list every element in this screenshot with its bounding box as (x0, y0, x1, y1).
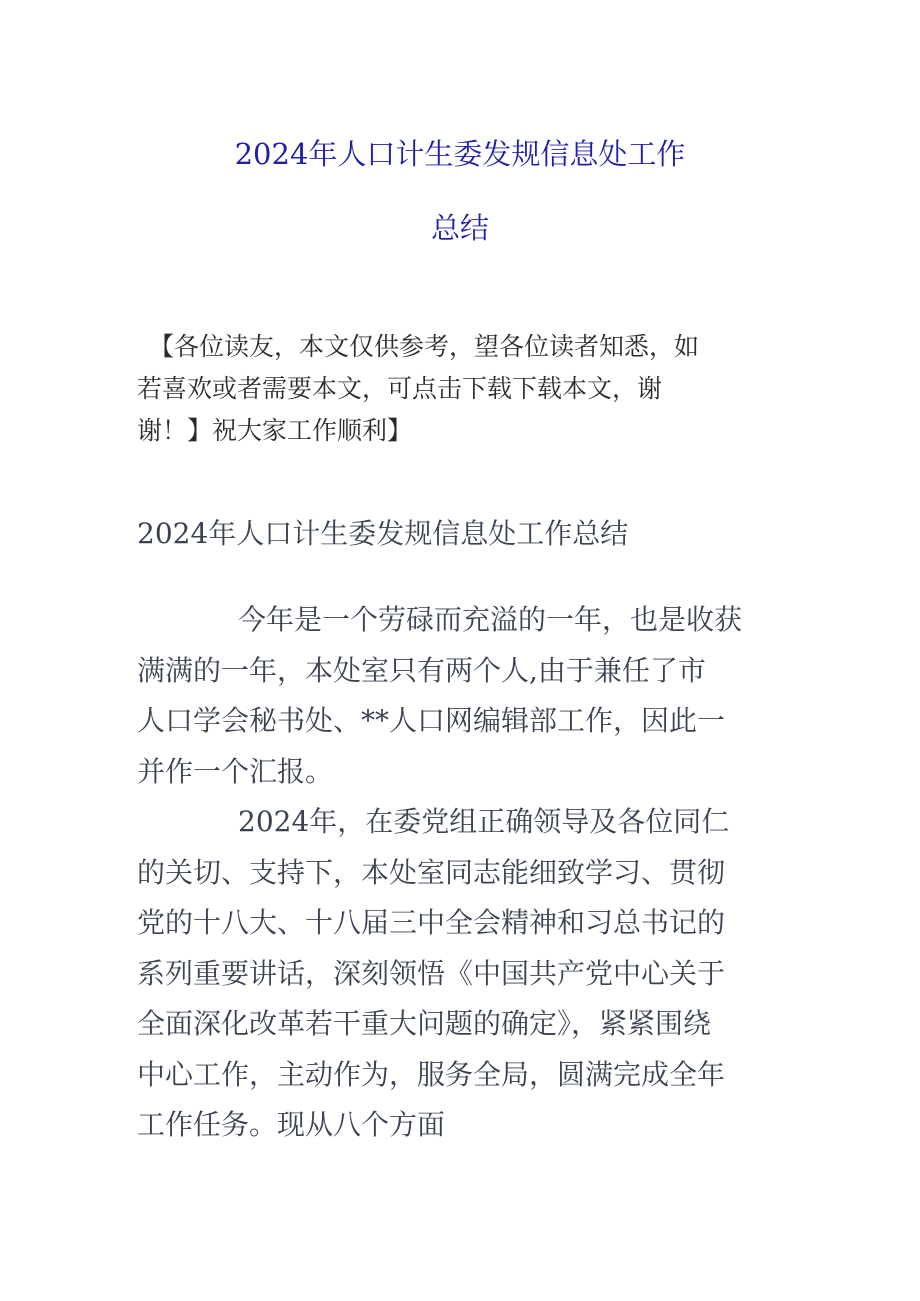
reader-notice-line: 谢！】祝大家工作顺利】 (137, 416, 413, 445)
paragraph-line: 的关切、支持下，本处室同志能细致学习、贯彻 (137, 855, 726, 889)
paragraph-line: 中心工作，主动作为，服务全局，圆满完成全年 (137, 1057, 726, 1091)
paragraph-line: 党的十八大、十八届三中全会精神和习总书记的 (137, 906, 726, 939)
paragraph-line: 今年是一个劳碌而充溢的一年，也是收获 (238, 603, 743, 636)
body-paragraph-1 (137, 595, 797, 797)
paragraph-line: 系列重要讲话，深刻领悟《中国共产党中心关于 (137, 956, 726, 990)
document-title-line-1: 2024年人口计生委发规信息处工作 (234, 137, 686, 171)
paragraph-line: 并作一个汇报。 (137, 754, 334, 788)
reader-notice (137, 326, 777, 452)
paragraph-line: 工作任务。现从八个方面 (137, 1108, 446, 1141)
paragraph-line: 全面深化改革若干重大问题的确定》，紧紧围绕 (137, 1007, 712, 1040)
document-title-line-2: 总结 (430, 211, 489, 245)
body-paragraph-2 (137, 797, 797, 1151)
reader-notice-line: 【各位读友，本文仅供参考，望各位读者知悉，如 (149, 332, 700, 361)
paragraph-line: 2024年，在委党组正确领导及各位同仁 (238, 805, 730, 838)
reader-notice-line: 若喜欢或者需要本文，可点击下载下载本文，谢 (137, 374, 663, 403)
paragraph-line: 满满的一年，本处室只有两个人,由于兼任了市 (137, 653, 706, 687)
section-heading: 2024年人口计生委发规信息处工作总结 (137, 517, 629, 550)
paragraph-line: 人口学会秘书处、**人口网编辑部工作，因此一 (137, 704, 726, 737)
